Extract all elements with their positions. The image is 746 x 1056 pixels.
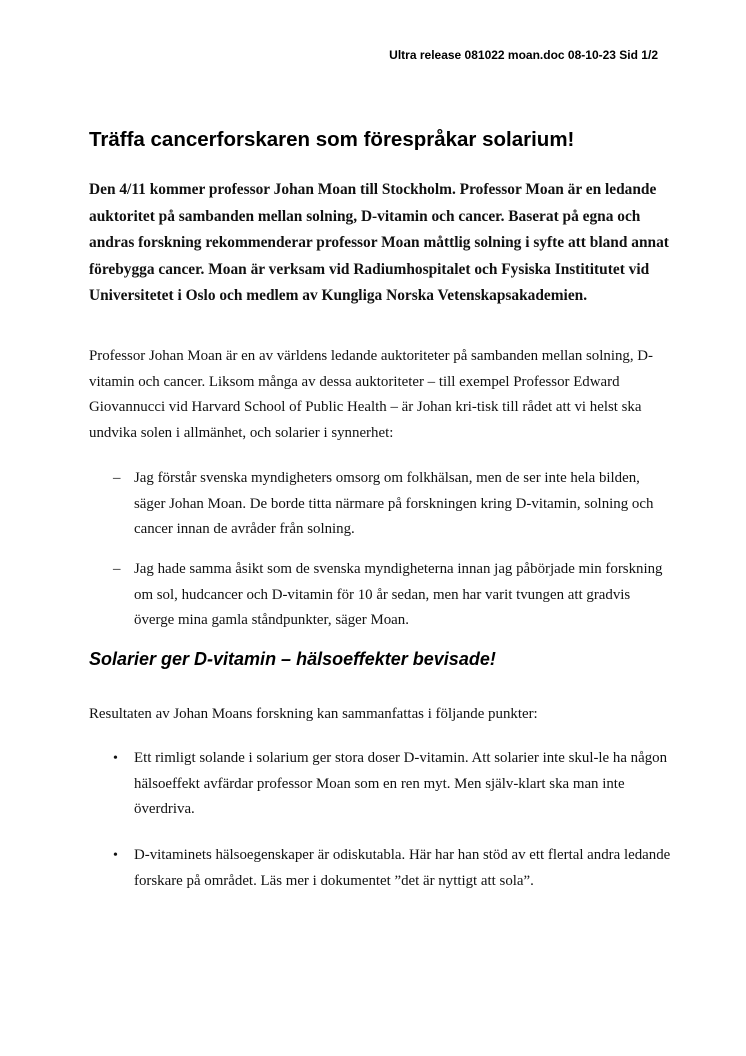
point-text: Ett rimligt solande i solarium ger stora doser D-vitamin. Att solarier inte skul-le ha någon hälsoeffekt avfärdar professor Moan som en ren myt. Men själv-klart ska man inte överdriva.	[134, 750, 668, 817]
quote-list	[89, 557, 674, 634]
point-item	[89, 746, 674, 823]
intro-paragraph: Resultaten av Johan Moans forskning kan sammanfattas i följande punkter:	[89, 706, 538, 722]
point-list	[89, 843, 674, 894]
point-list	[89, 746, 674, 823]
quote-item	[89, 466, 674, 543]
bullet-marker: •	[113, 848, 118, 863]
point-text: D-vitaminets hälsoegenskaper är odiskutabla. Här har han stöd av ett flertal andra ledande forskare på området. Läs mer i dokumentet ”det är nyttigt att sola”.	[134, 847, 671, 889]
quote-text: Jag hade samma åsikt som de svenska myndigheterna innan jag påbörjade min forskning om sol, hudcancer och D-vitamin för 10 år sedan, men har varit tvungen att gradvis överge mina gamla ståndpunkter, säger Moan.	[134, 561, 663, 628]
page-title: Träffa cancerforskaren som förespråkar solarium!	[89, 128, 575, 151]
dash-marker: –	[113, 470, 121, 486]
dash-marker: –	[113, 561, 121, 577]
quote-list	[89, 466, 674, 543]
section-heading: Solarier ger D-vitamin – hälsoeffekter bevisade!	[89, 649, 496, 669]
lead-paragraph: Den 4/11 kommer professor Johan Moan till Stockholm. Professor Moan är en ledande auktoritet på sambanden mellan solning, D-vitamin och cancer. Baserat på egna och andras forskning rekommenderar professor Moan måttlig solning i syfte att bland annat förebygga cancer. Moan är verksam vid Radiumhospitalet och Fysiska Instititutet vid Universitetet i Oslo och medlem av Kungliga Norska Vetenskapsakademien.	[89, 181, 669, 304]
quote-item	[89, 557, 674, 634]
bullet-marker: •	[113, 751, 118, 766]
point-item	[89, 843, 674, 894]
quote-text: Jag förstår svenska myndigheters omsorg om folkhälsan, men de ser inte hela bilden, säger Johan Moan. De borde titta närmare på forskningen kring D-vitamin, solning och cancer innan de avråder från solning.	[134, 470, 654, 537]
document-header: Ultra release 081022 moan.doc 08-10-23 Sid 1/2	[389, 48, 658, 62]
body-paragraph: Professor Johan Moan är en av världens ledande auktoriteter på sambanden mellan solning, D-vitamin och cancer. Liksom många av dessa auktoriteter – till exempel Professor Edward Giovannucci vid Harvard School of Public Health – är Johan kri-tisk till rådet att vi helst ska undvika solen i allmänhet, och solarier i synnerhet:	[89, 348, 654, 441]
